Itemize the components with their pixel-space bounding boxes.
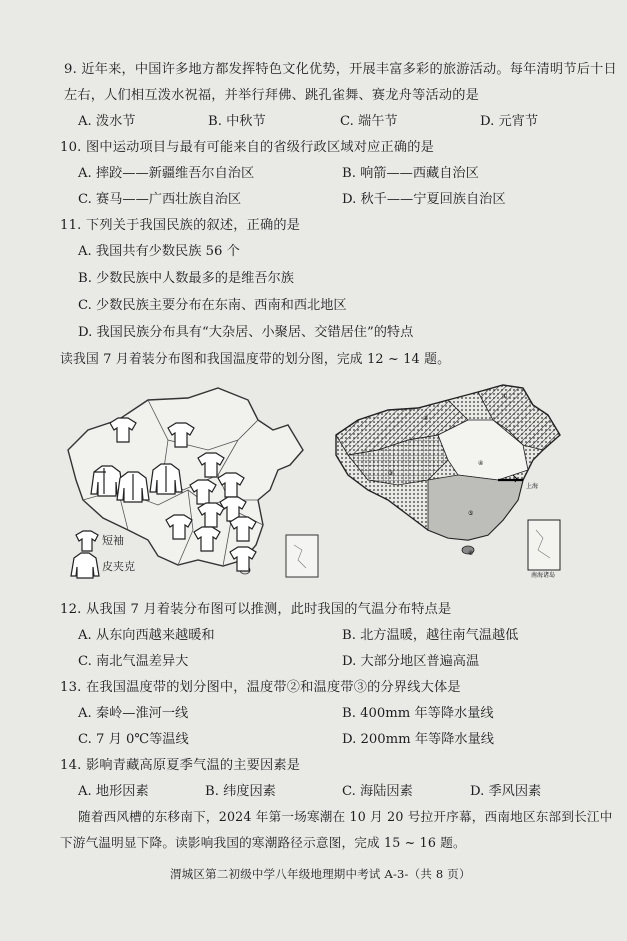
q13-option-b: B. 400mm 年等降水量线 — [342, 706, 494, 721]
legend-short-sleeve-icon — [76, 531, 98, 551]
intro-15-16-line2: 下游气温明显下降。读影响我国的寒潮路径示意图，完成 15 ~ 16 题。 — [60, 835, 466, 850]
zone-label-3: ③ — [388, 470, 394, 477]
q11-stem: 11. 下列关于我国民族的叙述，正确的是 — [60, 218, 301, 233]
clothing-distribution-map — [58, 380, 328, 590]
q12-option-d: D. 大部分地区普遍高温 — [342, 654, 480, 669]
legend-jacket-label: 皮夹克 — [102, 560, 135, 573]
q9-option-b: B. 中秋节 — [208, 114, 266, 129]
page-footer: 渭城区第二初级中学八年级地理期中考试 A-3-（共 8 页） — [170, 867, 471, 881]
q12-option-c: C. 南北气温差异大 — [78, 654, 189, 669]
q9-option-a: A. 泼水节 — [78, 114, 136, 129]
q13-option-c: C. 7 月 0℃等温线 — [78, 732, 189, 747]
q14-stem: 14. 影响青藏高原夏季气温的主要因素是 — [60, 758, 301, 773]
q10-option-c: C. 赛马——广西壮族自治区 — [78, 192, 242, 207]
q14-option-d: D. 季风因素 — [470, 784, 542, 799]
zone-label-1: ① — [502, 393, 508, 400]
q9-stem-line2: 左右，人们相互泼水祝福，并举行拜佛、跳孔雀舞、赛龙舟等活动的是 — [64, 88, 480, 103]
legend-jacket-icon — [71, 553, 99, 578]
q9-option-d: D. 元宵节 — [480, 114, 539, 129]
q9-stem-line1: 9. 近年来，中国许多地方都发挥特色文化优势，开展丰富多彩的旅游活动。每年清明节后十日 — [64, 62, 617, 77]
q10-option-d: D. 秋千——宁夏回族自治区 — [342, 192, 506, 207]
q10-stem: 10. 图中运动项目与最有可能来自的省级行政区域对应正确的是 — [60, 140, 435, 155]
q13-option-a: A. 秦岭—淮河一线 — [78, 706, 189, 721]
zone-label-4: ④ — [478, 460, 484, 467]
zone-label-2: ② — [423, 415, 429, 422]
q12-option-a: A. 从东向西越来越暖和 — [78, 628, 215, 643]
q9-option-c: C. 端午节 — [340, 114, 398, 129]
legend-short-sleeve-label: 短袖 — [102, 534, 124, 547]
q11-option-d: D. 我国民族分布具有“大杂居、小聚居、交错居住”的特点 — [78, 325, 414, 340]
temperature-zone-map — [328, 380, 568, 580]
zone-label-6: ⑥ — [468, 550, 474, 557]
q11-option-a: A. 我国共有少数民族 56 个 — [78, 244, 240, 259]
q10-option-b: B. 响箭——西藏自治区 — [342, 166, 479, 181]
q10-option-a: A. 摔跤——新疆维吾尔自治区 — [78, 166, 255, 181]
islands-label: 南海诸岛 — [531, 572, 556, 579]
q11-option-c: C. 少数民族主要分布在东南、西南和西北地区 — [78, 298, 347, 313]
q11-option-b: B. 少数民族中人数最多的是维吾尔族 — [78, 271, 294, 286]
q12-option-b: B. 北方温暖，越往南气温越低 — [342, 628, 519, 643]
intro-12-14: 读我国 7 月着装分布图和我国温度带的划分图，完成 12 ~ 14 题。 — [60, 352, 451, 367]
q13-option-d: D. 200mm 年等降水量线 — [342, 732, 494, 747]
q12-stem: 12. 从我国 7 月着装分布图可以推测，此时我国的气温分布特点是 — [60, 602, 452, 617]
intro-15-16-line1: 随着西风槽的东移南下，2024 年第一场寒潮在 10 月 20 号拉开序幕，西南地区东部到长江中 — [78, 809, 613, 824]
shanghai-label: 上海 — [526, 483, 539, 490]
q14-option-b: B. 纬度因素 — [205, 784, 276, 799]
q13-stem: 13. 在我国温度带的划分图中，温度带②和温度带③的分界线大体是 — [60, 680, 461, 695]
zone-label-5: ⑤ — [468, 510, 474, 517]
q14-option-a: A. 地形因素 — [78, 784, 149, 799]
q14-option-c: C. 海陆因素 — [342, 784, 413, 799]
